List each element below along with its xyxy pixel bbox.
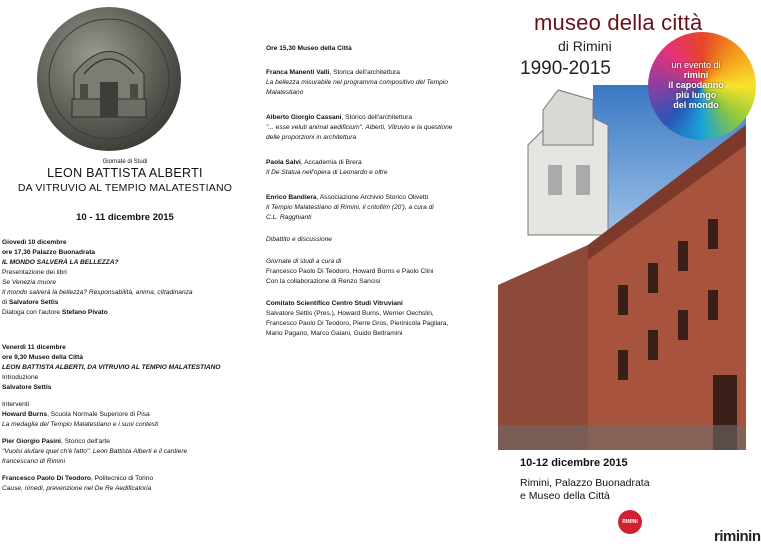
day1-book2: Il mondo salverà la bellezza? Responsabilità, anima, cittadinanza [2, 289, 193, 296]
alberti-medal-image [34, 4, 184, 154]
panel-left [0, 0, 250, 548]
talk-title: Cause, rimedi, prevenzione nel De Re Aedificatoria [2, 485, 152, 492]
event-place: Rimini, Palazzo Buonadrata [520, 477, 650, 489]
event-line: il capodanno [668, 80, 724, 90]
speaker-line [266, 68, 494, 78]
day1-dialog-line [2, 308, 242, 318]
palazzo-illustration [498, 85, 746, 450]
speaker-affiliation: , Scuola Normale Superiore di Pisa [47, 411, 150, 418]
event-line: un evento di [671, 60, 721, 70]
talk-title-cont: C.L. Ragghianti [266, 214, 312, 221]
curators: Francesco Paolo Di Teodoro, Howard Burns e Paolo Clini [266, 268, 434, 275]
dibattito: Dibattito e discussione [266, 236, 332, 243]
talk-title: La bellezza misurabile nel programma compositivo del Tempio [266, 79, 448, 86]
committee-header: Comitato Scientifico Centro Studi Vitruviani [266, 300, 403, 307]
program-afternoon [266, 44, 494, 339]
speaker-affiliation: , Associazione Archivio Storico Olivetti [316, 194, 428, 201]
speaker-line [2, 410, 242, 420]
day2-header: Venerdì 11 dicembre [2, 344, 66, 351]
conference-dates: 10 - 11 dicembre 2015 [76, 212, 174, 223]
conference-title: LEON BATTISTA ALBERTI [47, 166, 203, 180]
talk-title-cont: Malatestiano [266, 89, 304, 96]
program-day1 [2, 238, 242, 318]
day1-author-pre: di [2, 299, 9, 306]
afternoon-header: Ore 15,30 Museo della Città [266, 45, 352, 52]
day1-author: Salvatore Settis [8, 299, 59, 306]
event-line: più lungo [675, 90, 717, 100]
speaker-line [2, 437, 242, 447]
day1-dialog-name: Stefano Pivato [61, 309, 108, 316]
conference-title-2: DA VITRUVIO AL TEMPIO MALATESTIANO [17, 182, 233, 194]
speaker-line [266, 158, 494, 168]
day2-intro-by: Salvatore Settis [2, 384, 52, 391]
brand-wordmark: riminin [714, 528, 761, 545]
day1-book1: Se Venezia muore [2, 279, 57, 286]
speaker-affiliation: , Storico dell'arte [61, 438, 110, 445]
capodanno-badge [646, 60, 746, 110]
conference-subtitle: Giornate di Studi [102, 159, 148, 165]
event-line: rimini [683, 70, 709, 80]
speaker-name: Franca Manenti Valli [266, 69, 330, 76]
day1-author-line [2, 298, 242, 308]
speaker-affiliation: , Storica dell'architettura [329, 69, 400, 76]
event-place-2: e Museo della Città [520, 490, 610, 502]
speaker-affiliation: , Storico dell'architettura [341, 114, 413, 121]
day1-theme: IL MONDO SALVERÀ LA BELLEZZA? [2, 259, 119, 266]
talk-title: La medaglia del Tempio Malatestiano e i suoi contesti [2, 421, 159, 428]
event-line: del mondo [673, 100, 719, 110]
program-day2 [2, 343, 242, 494]
committee-members: Salvatore Settis (Pres.), Howard Burns, Werner Oechslin, [266, 310, 434, 317]
speaker-name: Enrico Bandiera [266, 194, 317, 201]
collaboration: Con la collaborazione di Renzo Sancisi [266, 278, 381, 285]
panel-right [498, 0, 761, 548]
committee-members: Mario Pagano, Marco Gaiani, Guido Beltramini [266, 330, 403, 337]
talk-title: "... esse veluti animal aedificium". Alberti, Vitruvio e la questione [266, 124, 453, 131]
talk-title-cont: delle proporzioni in architettura [266, 134, 357, 141]
speaker-name: Paola Salvi [266, 159, 301, 166]
event-dates: 10-12 dicembre 2015 [520, 457, 628, 469]
museum-years: 1990-2015 [520, 58, 611, 79]
day2-time: ore 9,30 Museo della Città [2, 354, 83, 361]
speaker-name: Howard Burns [2, 411, 48, 418]
speaker-line [2, 474, 242, 484]
day2-interventi: Interventi [2, 401, 30, 408]
day2-intro: Introduzione [2, 374, 39, 381]
museum-city: di Rimini [558, 38, 612, 54]
day1-time: ore 17,30 Palazzo Buonadrata [2, 249, 96, 256]
talk-title: "Vuolsi aiutare quel ch'è fatto": Leon Battista Alberti e il cantiere [2, 448, 188, 455]
speaker-name: Francesco Paolo Di Teodoro [2, 475, 91, 482]
speaker-name: Alberto Giorgio Cassani [266, 114, 342, 121]
day1-header: Giovedì 10 dicembre [2, 239, 67, 246]
panel-middle [250, 0, 498, 548]
day2-theme: LEON BATTISTA ALBERTI, DA VITRUVIO AL TEMPIO MALATESTIANO [2, 364, 221, 371]
talk-title: Il Tempio Malatestiano di Rimini, il critofilm (20'), a cura di [266, 204, 434, 211]
speaker-affiliation: , Politecnico di Torino [90, 475, 154, 482]
museum-title: museo della città [534, 10, 703, 35]
talk-title: Il De Statua nell'opera di Leonardo e oltre [266, 169, 388, 176]
talk-title-cont: francescano di Rimini [2, 458, 66, 465]
rimini-logo: RIMINI [618, 510, 642, 534]
speaker-line [266, 193, 494, 203]
day1-dialog-pre: Dialoga con l'autore [2, 309, 62, 316]
speaker-affiliation: , Accademia di Brera [300, 159, 362, 166]
committee-members: Francesco Paolo Di Teodoro, Pierre Gros, Pierinicola Pagliara, [266, 320, 449, 327]
day1-line: Presentazione dei libri [2, 269, 67, 276]
speaker-line [266, 113, 494, 123]
curated-by: Giornate di studi a cura di [266, 258, 342, 265]
speaker-name: Pier Giorgio Pasini [2, 438, 61, 445]
